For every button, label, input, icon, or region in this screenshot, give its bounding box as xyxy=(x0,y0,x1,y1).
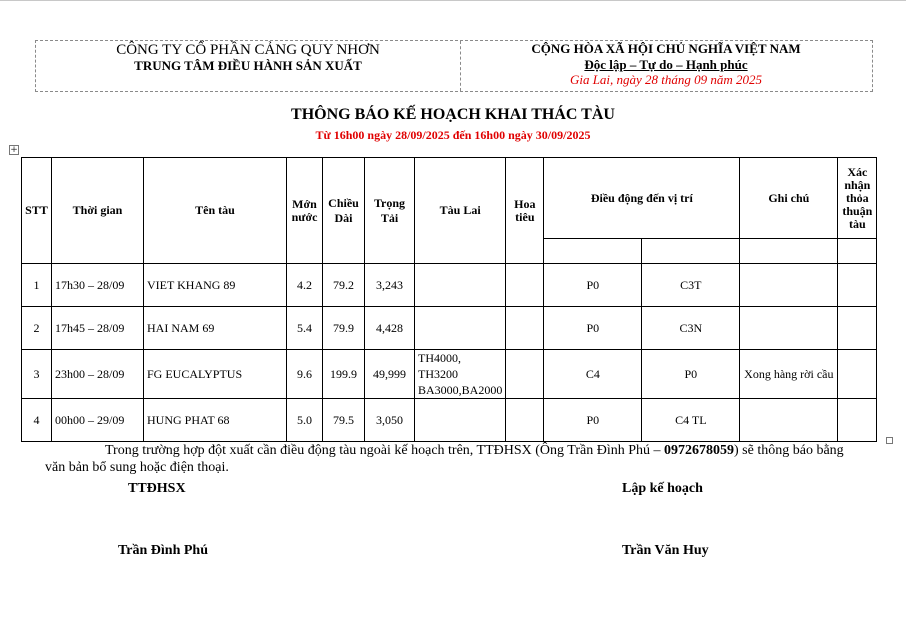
document-subtitle: Từ 16h00 ngày 28/09/2025 đến 16h00 ngày 30/09/2025 xyxy=(315,128,591,142)
subheader-from xyxy=(544,239,642,264)
table-move-handle-icon[interactable]: + xyxy=(10,145,18,155)
cell-from: P0 xyxy=(544,399,642,442)
header-length-line2: Dài xyxy=(334,210,353,225)
document-header xyxy=(35,40,873,92)
header-length xyxy=(323,158,365,264)
cell-stt: 3 xyxy=(22,350,52,399)
subheader-note xyxy=(740,239,838,264)
cell-pilot xyxy=(506,307,544,350)
cell-draft: 5.4 xyxy=(287,307,323,350)
footnote-phone: 0972678059 xyxy=(664,443,735,458)
cell-note: Xong hàng rời cầu xyxy=(740,350,838,399)
cell-tug xyxy=(415,264,506,307)
header-time: Thời gian xyxy=(52,158,144,264)
header-move-to: Điều động đến vị trí xyxy=(544,158,740,239)
cell-from: P0 xyxy=(544,307,642,350)
table-row xyxy=(22,264,877,307)
cell-to: C3N xyxy=(642,307,740,350)
footnote-text-part2: ) sẽ thông báo bằng văn bản bổ sung hoặc điện thoại. xyxy=(45,443,844,475)
cell-note xyxy=(740,307,838,350)
header-draft-line1: Mớn xyxy=(292,196,317,211)
page-top-border xyxy=(0,0,906,1)
header-divider xyxy=(460,41,461,91)
header-pilot-line2: tiêu xyxy=(515,209,535,224)
company-name: CÔNG TY CỔ PHẦN CẢNG QUY NHƠN xyxy=(116,42,380,58)
signature-left-title: TTĐHSX xyxy=(128,481,186,496)
header-right-block xyxy=(474,41,858,88)
cell-ship-name: HAI NAM 69 xyxy=(144,307,287,350)
cell-note xyxy=(740,399,838,442)
header-tug: Tàu Lai xyxy=(415,158,506,264)
signature-right-name: Trần Văn Huy xyxy=(622,543,709,558)
cell-tonnage: 3,050 xyxy=(365,399,415,442)
header-pilot xyxy=(506,158,544,264)
header-tonnage xyxy=(365,158,415,264)
table-header-row xyxy=(22,158,877,239)
document-date: Gia Lai, ngày 28 tháng 09 năm 2025 xyxy=(569,72,763,87)
cell-draft: 9.6 xyxy=(287,350,323,399)
header-ship-name: Tên tàu xyxy=(144,158,287,264)
cell-length: 79.5 xyxy=(323,399,365,442)
header-tonnage-line2: Tải xyxy=(380,210,399,225)
cell-time: 00h00 – 29/09 xyxy=(52,399,144,442)
subheader-to xyxy=(642,239,740,264)
signature-right-title: Lập kế hoạch xyxy=(622,481,703,496)
document-title: THÔNG BÁO KẾ HOẠCH KHAI THÁC TÀU xyxy=(291,106,615,123)
cell-time: 23h00 – 28/09 xyxy=(52,350,144,399)
cell-time: 17h30 – 28/09 xyxy=(52,264,144,307)
cell-length: 79.9 xyxy=(323,307,365,350)
cell-confirm xyxy=(838,350,877,399)
national-title: CỘNG HÒA XÃ HỘI CHỦ NGHĨA VIỆT NAM xyxy=(531,41,801,56)
cell-tonnage: 49,999 xyxy=(365,350,415,399)
table-row xyxy=(22,350,877,399)
cell-confirm xyxy=(838,264,877,307)
header-pilot-line1: Hoa xyxy=(514,196,536,211)
table-row xyxy=(22,399,877,442)
header-left-block xyxy=(36,41,460,73)
cell-to: C3T xyxy=(642,264,740,307)
footnote-paragraph xyxy=(45,442,845,476)
header-tonnage-line1: Trọng xyxy=(373,195,406,210)
subheader-confirm xyxy=(838,239,877,264)
cell-time: 17h45 – 28/09 xyxy=(52,307,144,350)
cell-from: C4 xyxy=(544,350,642,399)
cell-tug: TH4000, TH3200 BA3000,BA2000 xyxy=(415,350,506,399)
header-draft xyxy=(287,158,323,264)
cell-pilot xyxy=(506,350,544,399)
ship-plan-table xyxy=(21,157,877,442)
cell-ship-name: VIET KHANG 89 xyxy=(144,264,287,307)
cell-to: P0 xyxy=(642,350,740,399)
cell-tonnage: 3,243 xyxy=(365,264,415,307)
cell-stt: 4 xyxy=(22,399,52,442)
national-motto: Độc lập – Tự do – Hạnh phúc xyxy=(584,57,748,72)
header-draft-line2: nước xyxy=(291,209,318,224)
cell-ship-name: FG EUCALYPTUS xyxy=(144,350,287,399)
cell-stt: 1 xyxy=(22,264,52,307)
cell-to: C4 TL xyxy=(642,399,740,442)
header-confirm: Xác nhận thỏa thuận tàu xyxy=(838,158,877,239)
header-note: Ghi chú xyxy=(740,158,838,239)
footnote-text-part1: Trong trường hợp đột xuất cần điều động tàu ngoài kế hoạch trên, TTĐHSX (Ông Trần Đình Phú – xyxy=(105,443,665,458)
cell-tug xyxy=(415,399,506,442)
cell-from: P0 xyxy=(544,264,642,307)
table-row xyxy=(22,307,877,350)
cell-confirm xyxy=(838,307,877,350)
department-name: TRUNG TÂM ĐIỀU HÀNH SẢN XUẤT xyxy=(134,58,362,73)
header-stt: STT xyxy=(22,158,52,264)
cell-tonnage: 4,428 xyxy=(365,307,415,350)
cell-stt: 2 xyxy=(22,307,52,350)
cell-pilot xyxy=(506,399,544,442)
table-resize-handle-icon[interactable] xyxy=(886,437,893,444)
cell-ship-name: HUNG PHAT 68 xyxy=(144,399,287,442)
cell-note xyxy=(740,264,838,307)
cell-length: 199.9 xyxy=(323,350,365,399)
header-length-line1: Chiều xyxy=(328,195,359,210)
cell-pilot xyxy=(506,264,544,307)
signature-left-name: Trần Đình Phú xyxy=(118,543,208,558)
cell-tug xyxy=(415,307,506,350)
cell-confirm xyxy=(838,399,877,442)
cell-draft: 4.2 xyxy=(287,264,323,307)
cell-length: 79.2 xyxy=(323,264,365,307)
cell-draft: 5.0 xyxy=(287,399,323,442)
